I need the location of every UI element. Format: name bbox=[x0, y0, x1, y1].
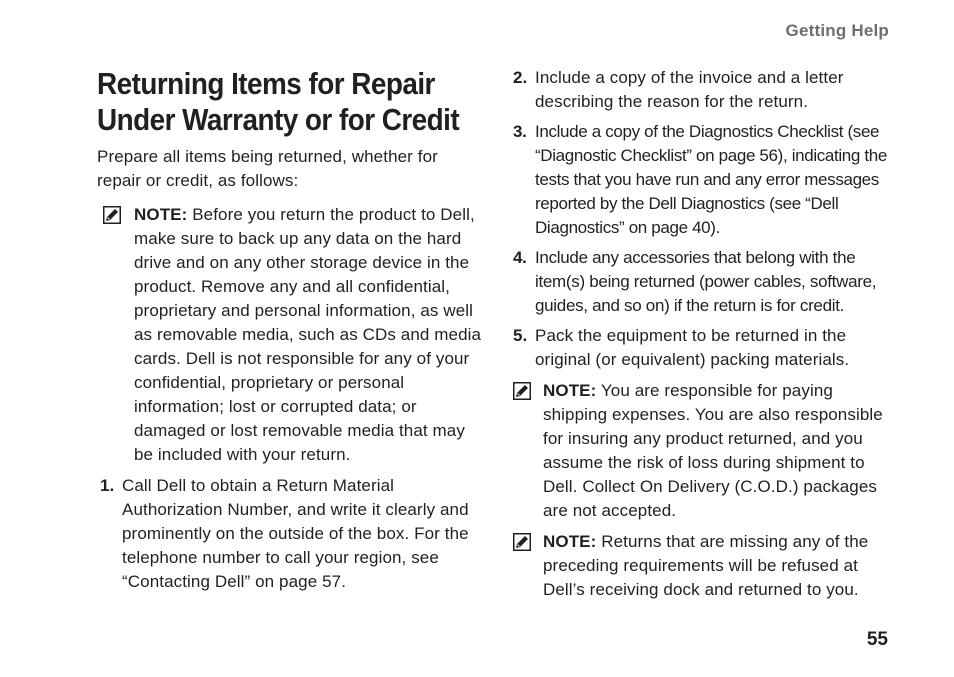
step-2 bbox=[510, 66, 895, 114]
running-head: Getting Help bbox=[785, 21, 889, 40]
step-number: 4. bbox=[513, 248, 527, 267]
step-number: 5. bbox=[513, 326, 528, 345]
note-pencil-icon bbox=[513, 382, 531, 400]
step-3 bbox=[510, 120, 895, 240]
steps-list-right bbox=[510, 66, 895, 372]
left-column bbox=[97, 66, 482, 594]
steps-list-left bbox=[97, 474, 482, 594]
note-backup bbox=[97, 203, 482, 467]
note-requirements bbox=[510, 530, 895, 602]
step-text: Include a copy of the invoice and a letter describing the reason for the return. bbox=[535, 68, 844, 111]
page-number: 55 bbox=[866, 629, 888, 650]
page-title bbox=[97, 66, 475, 138]
note-label: NOTE: bbox=[543, 381, 597, 400]
note-label: NOTE: bbox=[134, 205, 188, 224]
intro-paragraph: Prepare all items being returned, whether for repair or credit, as follows: bbox=[97, 147, 438, 190]
note-body: You are responsible for paying shipping expenses. You are also responsible for insuring any product returned, and you assume the risk of loss during shipment to Dell. Collect On Delivery (C.O.D.) packages are not accepted. bbox=[543, 381, 883, 520]
step-number: 1. bbox=[100, 476, 115, 495]
step-number: 2. bbox=[513, 68, 528, 87]
step-5 bbox=[510, 324, 895, 372]
page-title-line-1: Returning Items for Repair bbox=[97, 66, 435, 101]
step-text: Call Dell to obtain a Return Material Authorization Number, and write it clearly and prominently on the outside of the box. For the telephone number to call your region, see “Contacting Dell” on page 57. bbox=[122, 476, 469, 591]
step-text: Include a copy of the Diagnostics Checklist (see “Diagnostic Checklist” on page 56), indicating the tests that you have run and any error messages reported by the Dell Diagnostics (see “Dell Diagnostics” on page 40). bbox=[535, 122, 887, 237]
step-1 bbox=[97, 474, 482, 594]
step-4 bbox=[510, 246, 895, 318]
note-pencil-icon bbox=[103, 206, 121, 224]
note-body: Returns that are missing any of the preceding requirements will be refused at Dell’s receiving dock and returned to you. bbox=[543, 532, 869, 599]
note-shipping bbox=[510, 379, 895, 523]
step-number: 3. bbox=[513, 122, 527, 141]
note-pencil-icon bbox=[513, 533, 531, 551]
right-column bbox=[510, 66, 895, 602]
step-text: Include any accessories that belong with the item(s) being returned (power cables, software, guides, and so on) if the return is for credit. bbox=[535, 248, 877, 315]
note-label: NOTE: bbox=[543, 532, 597, 551]
step-text: Pack the equipment to be returned in the original (or equivalent) packing materials. bbox=[535, 326, 850, 369]
page-title-line-2: Under Warranty or for Credit bbox=[97, 102, 460, 137]
note-body: Before you return the product to Dell, make sure to back up any data on the hard drive and on any other storage device in the product. Remove any and all confidential, proprietary and personal information, as well as removable media, such as CDs and media cards. Dell is not responsible for any of your confidential, proprietary or personal information; lost or corrupted data; or damaged or lost removable media that may be included with your return. bbox=[134, 205, 482, 464]
